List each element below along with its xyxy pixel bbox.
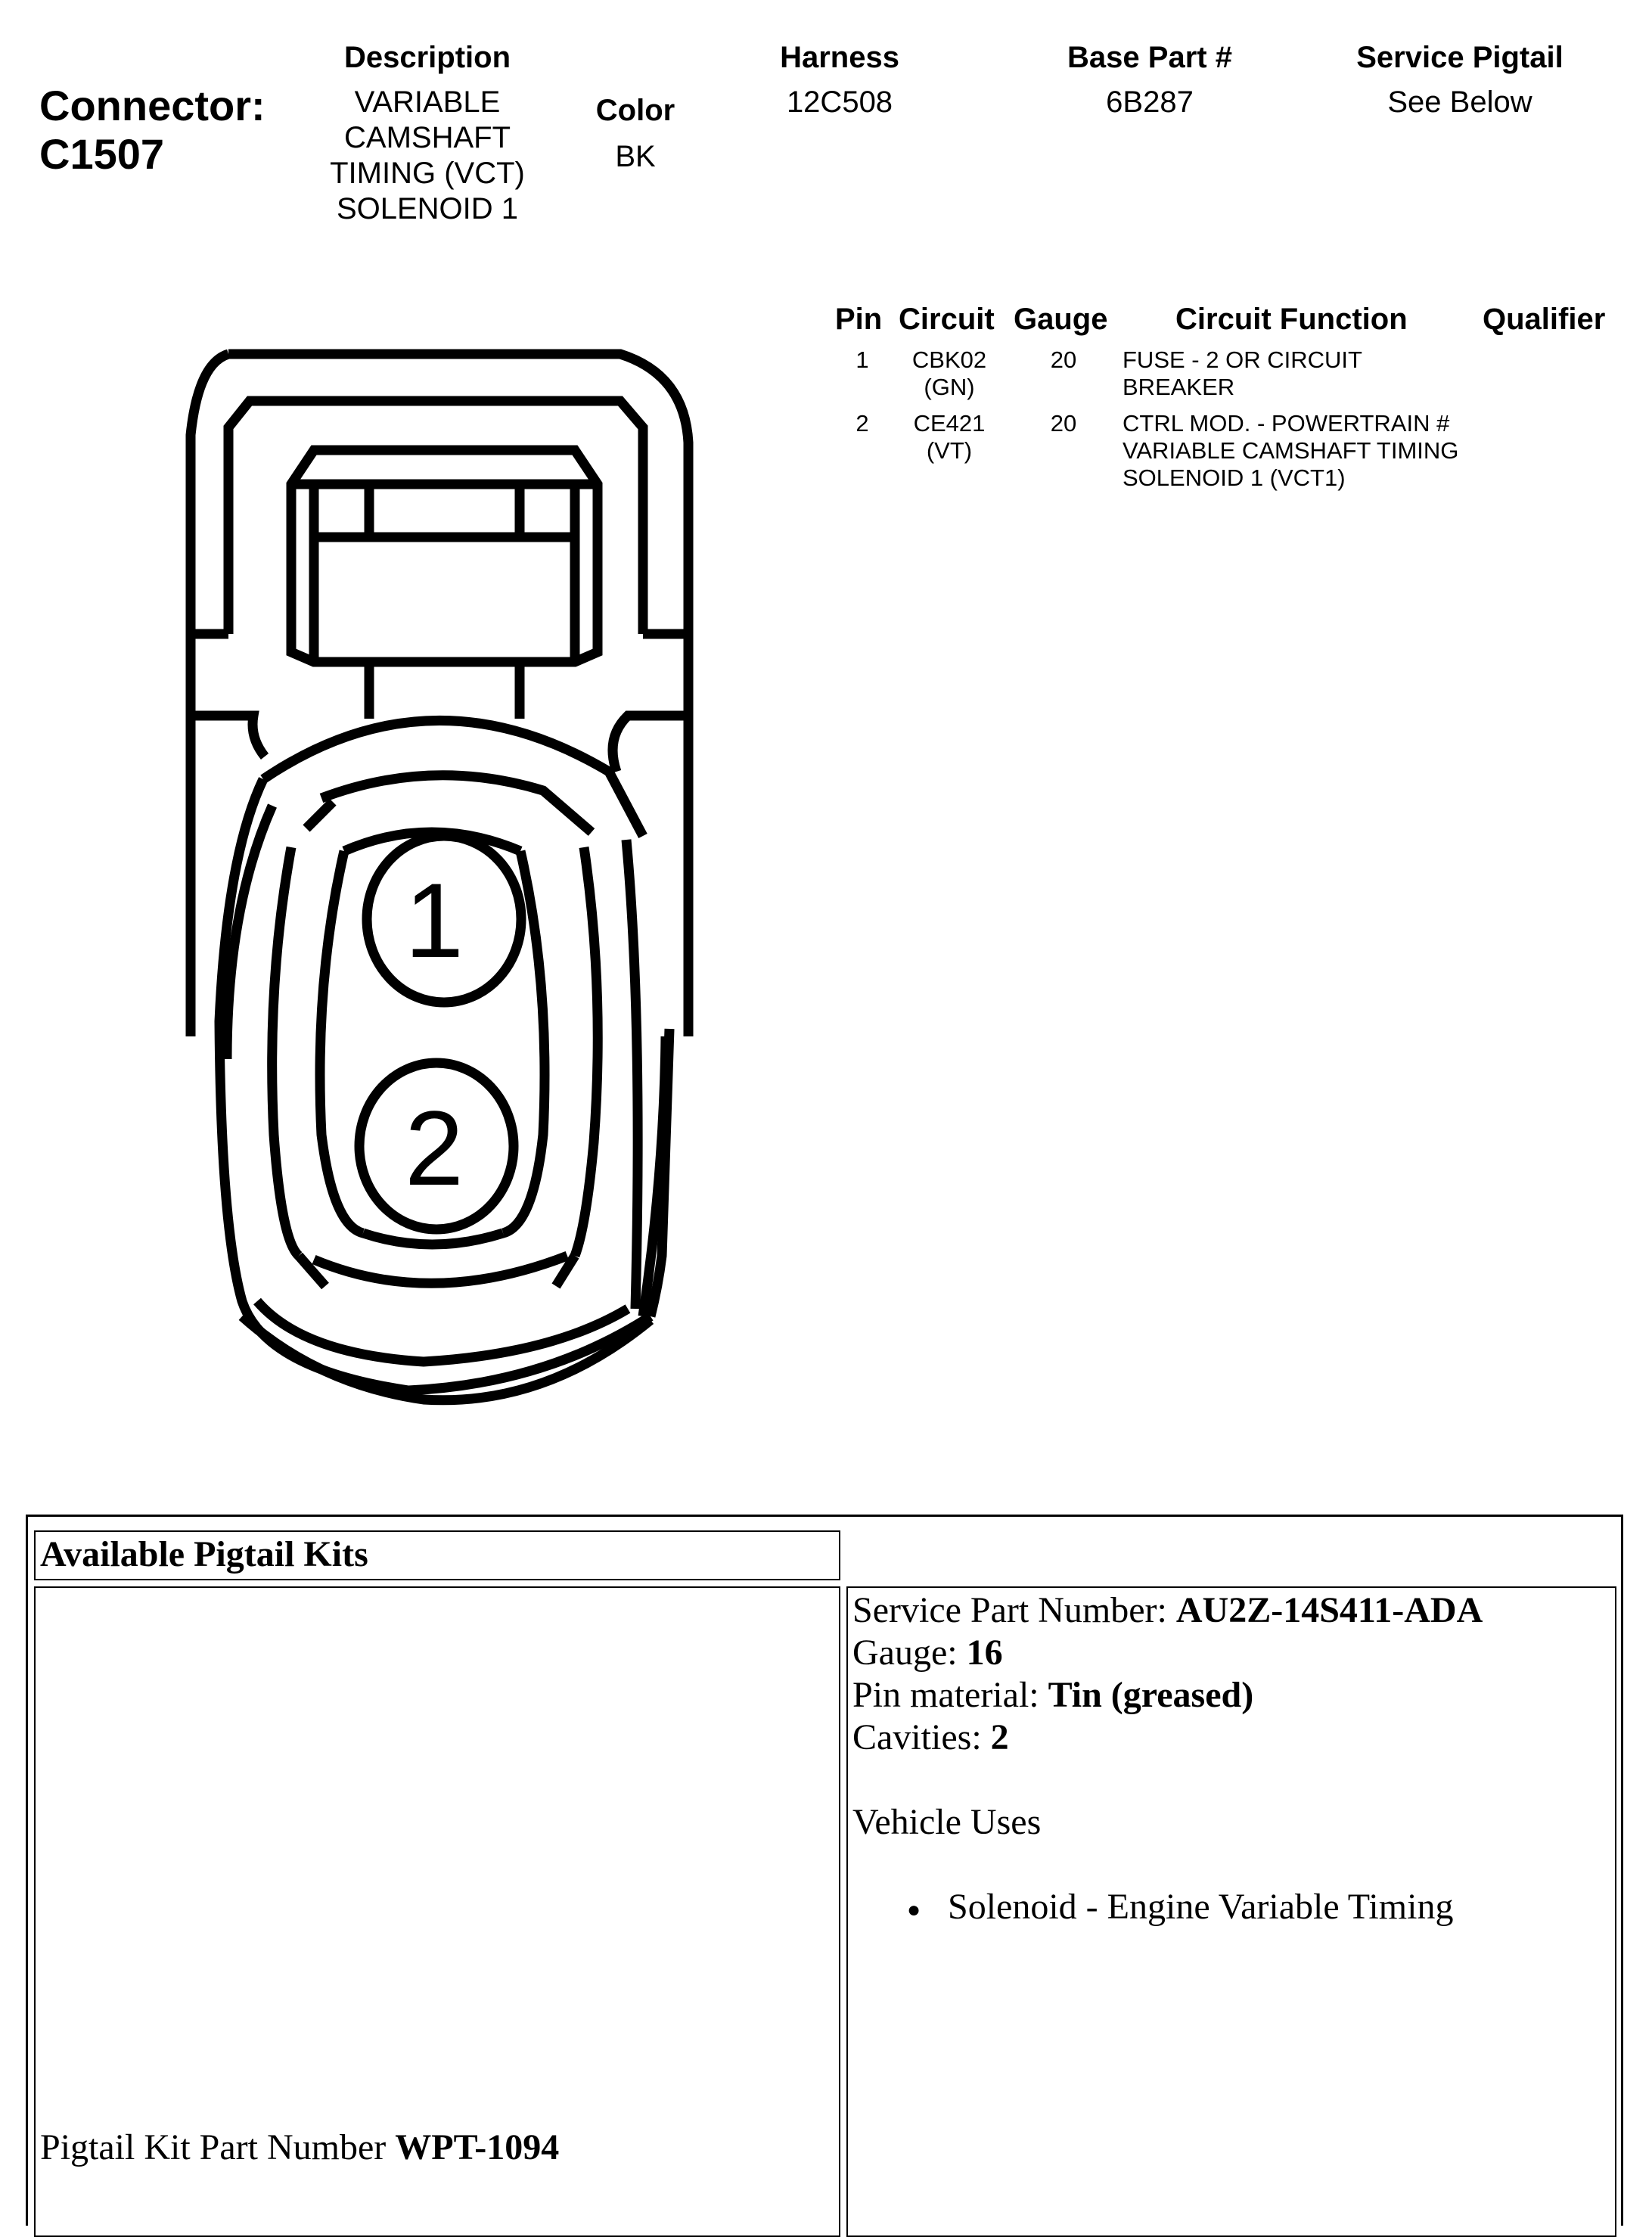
service-part-label: Service Part Number: xyxy=(852,1590,1176,1630)
pin-header: Pin xyxy=(835,303,883,336)
service-pigtail-value: See Below xyxy=(1387,85,1532,119)
service-pigtail-header: Service Pigtail xyxy=(1356,41,1564,74)
circuit-code xyxy=(893,410,1006,464)
circuit-function xyxy=(1123,346,1486,401)
pin-number: 1 xyxy=(856,346,869,373)
description-line: VARIABLE xyxy=(354,85,501,119)
circuit-id: CBK02 xyxy=(911,346,987,373)
connector-face-diagram xyxy=(0,0,756,1437)
pin-material xyxy=(852,1674,1483,1717)
description-header: Description xyxy=(343,41,511,74)
seal-inner xyxy=(321,775,592,832)
pigtail-kits-table xyxy=(26,1515,1623,2226)
description-line: TIMING (VCT) xyxy=(330,157,525,190)
kit-gauge-value: 16 xyxy=(966,1633,1003,1673)
service-part-value: AU2Z-14S411-ADA xyxy=(1175,1590,1483,1630)
cavity-2-label: 2 xyxy=(405,1089,464,1207)
service-part-number xyxy=(852,1589,1483,1632)
circuit-color: (VT) xyxy=(926,437,973,464)
gauge-value: 20 xyxy=(1050,346,1077,373)
pin-material-label: Pin material: xyxy=(852,1675,1048,1715)
function-line: CTRL MOD. - POWERTRAIN # xyxy=(1123,410,1450,437)
cavities-value: 2 xyxy=(990,1717,1009,1757)
kit-gauge xyxy=(852,1632,1483,1674)
pin-material-value: Tin (greased) xyxy=(1048,1675,1254,1715)
gauge-value: 20 xyxy=(1050,410,1077,437)
vehicle-uses-list xyxy=(852,1886,1483,1931)
base-part-header: Base Part # xyxy=(1067,41,1232,74)
connector-title-label: Connector: xyxy=(39,82,266,129)
pigtail-kit-image-cell xyxy=(34,1586,840,2237)
vehicle-use: Solenoid - Engine Variable Timing xyxy=(948,1887,1454,1927)
description-line: CAMSHAFT xyxy=(344,121,511,154)
color-value: BK xyxy=(615,140,656,173)
base-part-value: 6B287 xyxy=(1106,85,1194,119)
pigtail-kits-heading-cell xyxy=(34,1530,840,1580)
kit-part-label: Pigtail Kit Part Number xyxy=(40,2127,396,2167)
function-line: SOLENOID 1 (VCT1) xyxy=(1123,464,1346,491)
function-line: BREAKER xyxy=(1123,374,1235,400)
cavity-1-label: 1 xyxy=(405,861,464,980)
function-line: FUSE - 2 OR CIRCUIT xyxy=(1123,346,1362,373)
circuit-code xyxy=(893,346,1006,401)
pigtail-kit-part-number xyxy=(40,2127,559,2169)
pin-number: 2 xyxy=(856,410,869,437)
list-item xyxy=(907,1886,1483,1931)
pigtail-kit-details-cell xyxy=(846,1586,1616,2237)
bullet-icon: ● xyxy=(907,1897,921,1922)
gauge-header: Gauge xyxy=(1014,303,1108,336)
harness-header: Harness xyxy=(780,41,899,74)
vehicle-uses-label: Vehicle Uses xyxy=(852,1802,1042,1842)
kit-gauge-label: Gauge: xyxy=(852,1633,967,1673)
cavities xyxy=(852,1717,1483,1759)
circuit-color: (GN) xyxy=(924,374,975,400)
qualifier-header: Qualifier xyxy=(1483,303,1606,336)
description-line: SOLENOID 1 xyxy=(336,192,519,225)
kit-details xyxy=(852,1589,1483,1931)
color-header: Color xyxy=(595,94,675,127)
harness-value: 12C508 xyxy=(786,85,893,119)
pigtail-kits-heading: Available Pigtail Kits xyxy=(40,1534,368,1574)
cavities-label: Cavities: xyxy=(852,1717,991,1757)
kit-part-value: WPT-1094 xyxy=(395,2127,560,2167)
circuit-function-header: Circuit Function xyxy=(1175,303,1408,336)
function-line: VARIABLE CAMSHAFT TIMING xyxy=(1123,437,1459,464)
circuit-function xyxy=(1123,410,1486,492)
connector-id: C1507 xyxy=(39,130,165,178)
circuit-id: CE421 xyxy=(913,410,986,437)
circuit-header: Circuit xyxy=(899,303,995,336)
